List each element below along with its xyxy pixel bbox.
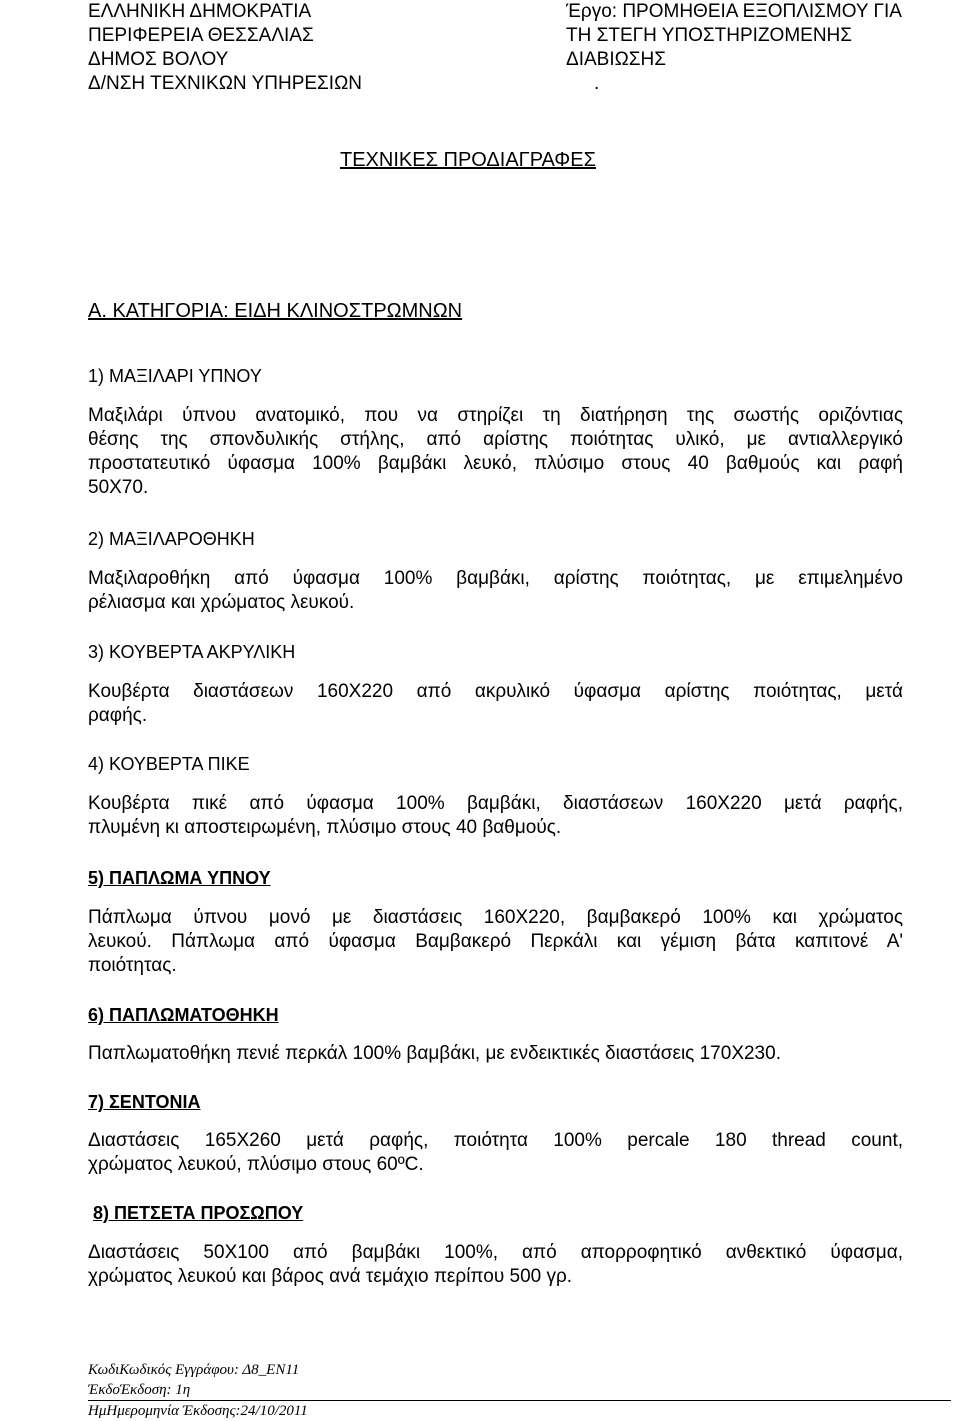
item-heading: 7) ΣΕΝΤΟΝΙΑ [88, 1092, 201, 1112]
item-heading: 3) ΚΟΥΒΕΡΤΑ ΑΚΡΥΛΙΚΗ [88, 642, 296, 662]
item-line: Μαξιλαροθήκη από ύφασμα 100% βαμβάκι, αρίστης ποιότητας, με επιμελημένο [88, 568, 903, 589]
document-footer [88, 1360, 951, 1421]
header-right [566, 0, 956, 96]
header-left-line: ΕΛΛΗΝΙΚΗ ΔΗΜΟΚΡΑΤΙΑ [88, 1, 312, 22]
item-description [88, 1129, 903, 1177]
header-left-line: ΔΗΜΟΣ ΒΟΛΟΥ [88, 49, 229, 70]
item-description [88, 1241, 903, 1289]
category-heading: Α. ΚΑΤΗΓΟΡΙΑ: ΕΙΔΗ ΚΛΙΝΟΣΤΡΩΜΝΩΝ [88, 300, 463, 322]
item-line: λευκού. Πάπλωμα από ύφασμα Βαμβακερό Περκάλι και γέμιση βάτα καπιτονέ Α' [88, 931, 903, 952]
item-heading: 2) ΜΑΞΙΛΑΡΟΘΗΚΗ [88, 529, 255, 549]
item-line: θέσης της σπονδυλικής στήλης, από αρίστης ποιότητας υλικό, με αντιαλλεργικό [88, 429, 903, 450]
footer-edition-date: ΗμΗμερομηνία Έκδοσης:24/10/2011 [88, 1403, 308, 1419]
item-line: ραφής. [88, 705, 148, 726]
item-description [88, 567, 903, 615]
item-description [88, 906, 903, 978]
item-heading: 1) ΜΑΞΙΛΑΡΙ ΥΠΝΟΥ [88, 366, 262, 386]
header-left-line: ΠΕΡΙΦΕΡΕΙΑ ΘΕΣΣΑΛΙΑΣ [88, 25, 314, 46]
item-line: προστατευτικό ύφασμα 100% βαμβάκι λευκό, πλύσιμο στους 40 βαθμούς και ραφή [88, 453, 903, 474]
item-description [88, 404, 903, 500]
footer-edition: ΈκδοΈκδοση: 1η [88, 1380, 951, 1401]
item-line: πλυμένη κι αποστειρωμένη, πλύσιμο στους 40 βαθμούς. [88, 817, 562, 838]
header-right-line: ΤΗ ΣΤΕΓΗ ΥΠΟΣΤΗΡΙΖΟΜΕΝΗΣ [566, 25, 853, 46]
item-line: 50Χ70. [88, 477, 149, 498]
page-title: ΤΕΧΝΙΚΕΣ ΠΡΟΔΙΑΓΡΑΦΕΣ [340, 149, 596, 171]
item-line: Κουβέρτα πικέ από ύφασμα 100% βαμβάκι, διαστάσεων 160Χ220 μετά ραφής, [88, 793, 903, 814]
footer-document-code: ΚωδιΚωδικός Εγγράφου: Δ8_ΕΝ11 [88, 1362, 300, 1378]
item-line: ποιότητας. [88, 955, 177, 976]
item-description [88, 792, 903, 840]
item-heading: 4) ΚΟΥΒΕΡΤΑ ΠΙΚΕ [88, 754, 250, 774]
item-description [88, 1042, 903, 1066]
header-left [88, 0, 362, 96]
item-line: χρώματος λευκού, πλύσιμο στους 60ºC. [88, 1154, 424, 1175]
item-line: Πάπλωμα ύπνου μονό με διαστάσεις 160Χ220, βαμβακερό 100% και χρώματος [88, 907, 903, 928]
item-heading: 6) ΠΑΠΛΩΜΑΤΟΘΗΚΗ [88, 1005, 279, 1025]
item-line: Διαστάσεις 165Χ260 μετά ραφής, ποιότητα 100% percale 180 thread count, [88, 1130, 903, 1151]
item-heading: 8) ΠΕΤΣΕΤΑ ΠΡΟΣΩΠΟΥ [93, 1203, 304, 1223]
item-description [88, 680, 903, 728]
item-line: Παπλωματοθήκη πενιέ περκάλ 100% βαμβάκι, με ενδεικτικές διαστάσεις 170Χ230. [88, 1043, 781, 1064]
item-line: Διαστάσεις 50Χ100 από βαμβάκι 100%, από απορροφητικό ανθεκτικό ύφασμα, [88, 1242, 903, 1263]
header-right-line: ΔΙΑΒΙΩΣΗΣ [566, 49, 667, 70]
header-right-line: Έργο: ΠΡΟΜΗΘΕΙΑ ΕΞΟΠΛΙΣΜΟΥ ΓΙΑ [566, 1, 902, 22]
item-line: Κουβέρτα διαστάσεων 160Χ220 από ακρυλικό ύφασμα αρίστης ποιότητας, μετά [88, 681, 903, 702]
item-line: χρώματος λευκού και βάρος ανά τεμάχιο περίπου 500 γρ. [88, 1266, 573, 1287]
header-left-line: Δ/ΝΣΗ ΤΕΧΝΙΚΩΝ ΥΠΗΡΕΣΙΩΝ [88, 73, 362, 94]
item-line: ρέλιασμα και χρώματος λευκού. [88, 592, 355, 613]
item-heading: 5) ΠΑΠΛΩΜΑ ΥΠΝΟΥ [88, 868, 271, 888]
item-line: Μαξιλάρι ύπνου ανατομικό, που να στηρίζει τη διατήρηση της σωστής οριζόντιας [88, 405, 903, 426]
header-right-line: . [594, 73, 600, 94]
